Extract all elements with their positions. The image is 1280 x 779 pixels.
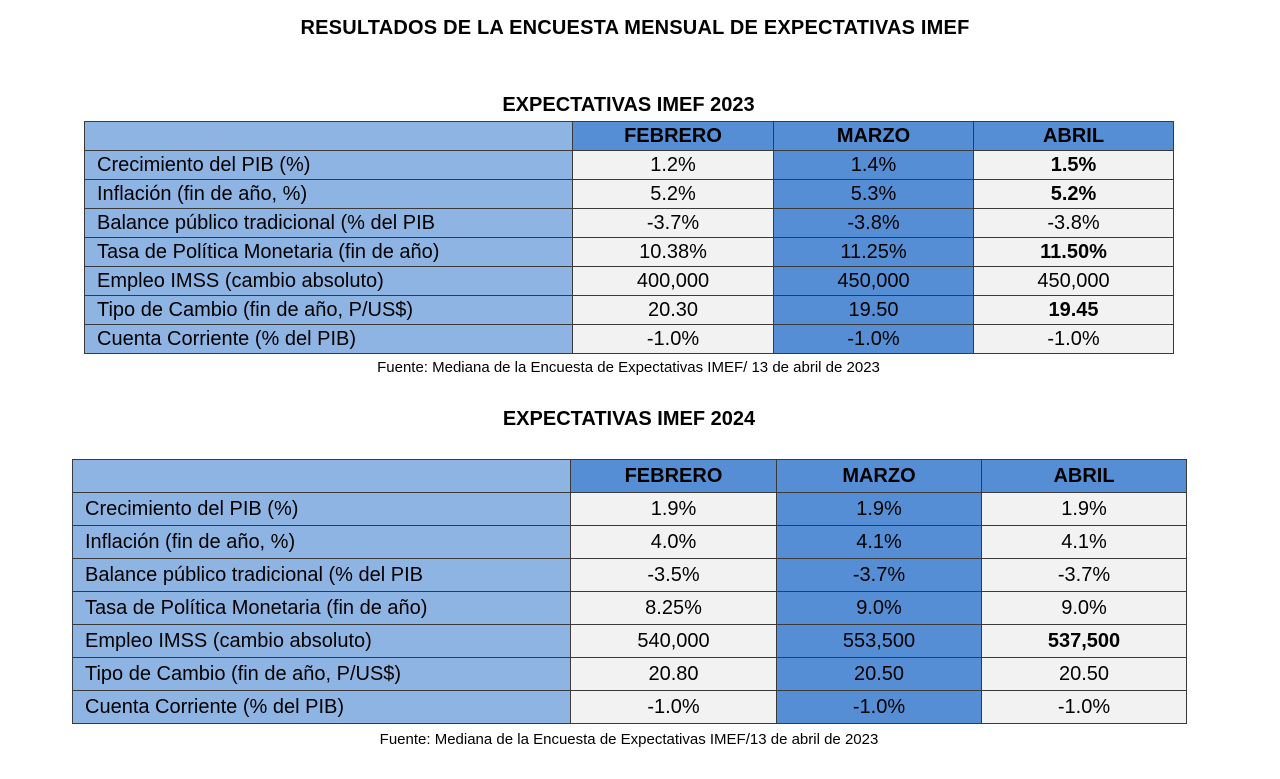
row-label: Balance público tradicional (% del PIB (85, 209, 573, 238)
value-marzo: -1.0% (777, 691, 982, 724)
table-row (73, 493, 1187, 526)
row-label: Empleo IMSS (cambio absoluto) (85, 267, 573, 296)
table-header-row (85, 122, 1174, 151)
header-marzo: MARZO (777, 460, 982, 493)
value-abril: -3.7% (982, 559, 1187, 592)
value-marzo: 450,000 (774, 267, 974, 296)
header-abril: ABRIL (982, 460, 1187, 493)
value-abril: 4.1% (982, 526, 1187, 559)
value-marzo: 1.9% (777, 493, 982, 526)
value-febrero: 5.2% (573, 180, 774, 209)
value-abril: 450,000 (974, 267, 1174, 296)
row-label: Balance público tradicional (% del PIB (73, 559, 571, 592)
table-row (73, 559, 1187, 592)
header-febrero: FEBRERO (571, 460, 777, 493)
value-abril: 537,500 (982, 625, 1187, 658)
table-row (85, 267, 1174, 296)
table-row (85, 296, 1174, 325)
value-abril: 11.50% (974, 238, 1174, 267)
value-febrero: 4.0% (571, 526, 777, 559)
value-abril: 19.45 (974, 296, 1174, 325)
row-label: Empleo IMSS (cambio absoluto) (73, 625, 571, 658)
value-febrero: -1.0% (571, 691, 777, 724)
value-abril: 9.0% (982, 592, 1187, 625)
row-label: Tasa de Política Monetaria (fin de año) (73, 592, 571, 625)
table-row (85, 151, 1174, 180)
value-febrero: 1.9% (571, 493, 777, 526)
row-label: Tipo de Cambio (fin de año, P/US$) (73, 658, 571, 691)
row-label: Crecimiento del PIB (%) (73, 493, 571, 526)
table-row (73, 526, 1187, 559)
value-marzo: 9.0% (777, 592, 982, 625)
row-label: Cuenta Corriente (% del PIB) (85, 325, 573, 354)
row-label: Tasa de Política Monetaria (fin de año) (85, 238, 573, 267)
header-corner-cell (85, 122, 573, 151)
expectations-table-2023 (84, 121, 1174, 354)
table-row (85, 238, 1174, 267)
row-label: Inflación (fin de año, %) (73, 526, 571, 559)
table-row (73, 592, 1187, 625)
header-corner-cell (73, 460, 571, 493)
value-febrero: -3.5% (571, 559, 777, 592)
value-marzo: 19.50 (774, 296, 974, 325)
page-title: RESULTADOS DE LA ENCUESTA MENSUAL DE EXPECTATIVAS IMEF (300, 17, 970, 39)
value-febrero: 400,000 (573, 267, 774, 296)
value-abril: 5.2% (974, 180, 1174, 209)
value-abril: -1.0% (974, 325, 1174, 354)
header-abril: ABRIL (974, 122, 1174, 151)
table-row (85, 325, 1174, 354)
value-febrero: 540,000 (571, 625, 777, 658)
value-febrero: 20.80 (571, 658, 777, 691)
value-febrero: 1.2% (573, 151, 774, 180)
value-febrero: -3.7% (573, 209, 774, 238)
value-abril: 20.50 (982, 658, 1187, 691)
value-febrero: 8.25% (571, 592, 777, 625)
value-febrero: -1.0% (573, 325, 774, 354)
expectations-table-2024 (72, 459, 1187, 724)
value-febrero: 20.30 (573, 296, 774, 325)
table-row (73, 658, 1187, 691)
value-marzo: -1.0% (774, 325, 974, 354)
row-label: Crecimiento del PIB (%) (85, 151, 573, 180)
value-marzo: 4.1% (777, 526, 982, 559)
value-marzo: 20.50 (777, 658, 982, 691)
value-marzo: -3.8% (774, 209, 974, 238)
row-label: Inflación (fin de año, %) (85, 180, 573, 209)
table-row (85, 209, 1174, 238)
table-row (85, 180, 1174, 209)
value-marzo: 5.3% (774, 180, 974, 209)
table-row (73, 691, 1187, 724)
value-abril: 1.5% (974, 151, 1174, 180)
value-marzo: -3.7% (777, 559, 982, 592)
value-abril: 1.9% (982, 493, 1187, 526)
value-abril: -1.0% (982, 691, 1187, 724)
table-header-row (73, 460, 1187, 493)
value-marzo: 553,500 (777, 625, 982, 658)
header-febrero: FEBRERO (573, 122, 774, 151)
source-note-2023: Fuente: Mediana de la Encuesta de Expectativas IMEF/ 13 de abril de 2023 (377, 359, 880, 376)
section-title-2023: EXPECTATIVAS IMEF 2023 (502, 94, 755, 116)
source-note-2024: Fuente: Mediana de la Encuesta de Expectativas IMEF/13 de abril de 2023 (379, 731, 879, 748)
header-marzo: MARZO (774, 122, 974, 151)
value-marzo: 11.25% (774, 238, 974, 267)
value-abril: -3.8% (974, 209, 1174, 238)
row-label: Cuenta Corriente (% del PIB) (73, 691, 571, 724)
row-label: Tipo de Cambio (fin de año, P/US$) (85, 296, 573, 325)
value-febrero: 10.38% (573, 238, 774, 267)
value-marzo: 1.4% (774, 151, 974, 180)
section-title-2024: EXPECTATIVAS IMEF 2024 (502, 408, 756, 430)
table-row (73, 625, 1187, 658)
